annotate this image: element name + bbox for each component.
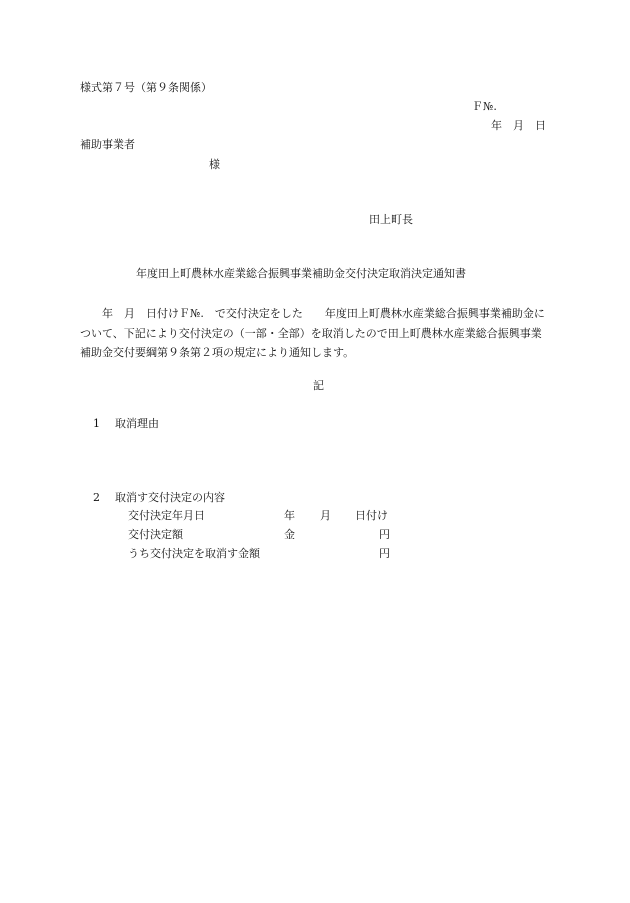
ki-heading: 記 [313,379,324,392]
section-1-number: 1 [93,417,100,430]
addressee: 補助事業者 [80,138,135,151]
cancelled-amount-label: うち交付決定を取消す金額 [128,547,260,560]
f-number: Ｆ№. [472,100,497,113]
decision-amount-prefix: 金 [284,528,295,541]
section-2-number: 2 [93,491,100,504]
section-2-label: 取消す交付決定の内容 [115,491,225,504]
honorific: 様 [209,158,220,171]
decision-date-label: 交付決定年月日 [128,509,205,522]
body-paragraph: 年 月 日付けＦ№. で交付決定をした 年度田上町農林水産業総合振興事業補助金について、下記により交付決定の（一部・全部）を取消したので田上町農林水産業総合振興事業補助金交付要綱第９条第２項の規定により通知します。 [80,307,545,359]
form-number: 様式第７号（第９条関係） [80,81,212,94]
section-2 [93,492,225,503]
section-1-label: 取消理由 [115,417,159,430]
decision-date-month: 月 [320,509,331,522]
decision-date-day: 日付け [355,509,388,522]
document-title: 年度田上町農林水産業総合振興事業補助金交付決定取消決定通知書 [136,267,466,280]
cancelled-amount-unit: 円 [379,547,390,560]
decision-amount-unit: 円 [379,528,390,541]
decision-amount-label: 交付決定額 [128,528,183,541]
sender: 田上町長 [369,213,413,226]
issue-date: 年 月 日 [491,119,546,132]
decision-date-year: 年 [284,509,295,522]
section-1 [93,418,159,429]
